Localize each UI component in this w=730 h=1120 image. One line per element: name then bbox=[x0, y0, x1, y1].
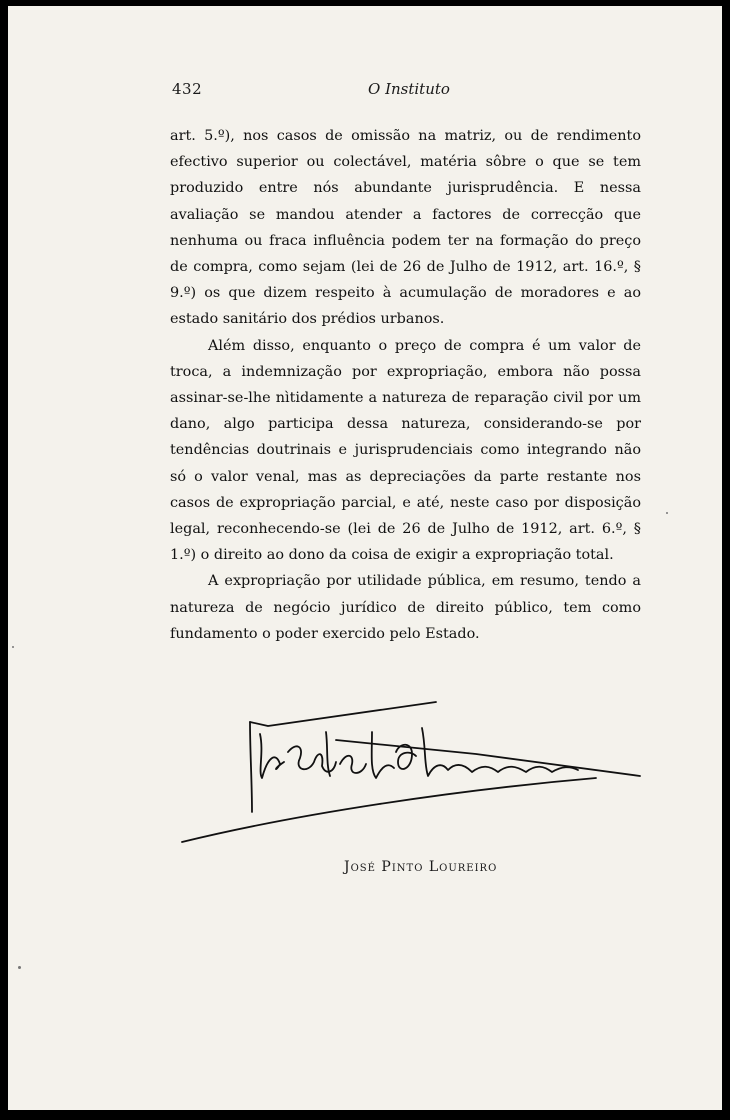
page-header bbox=[172, 80, 642, 104]
page-number: 432 bbox=[172, 80, 203, 98]
document-page bbox=[8, 6, 722, 1110]
author-name: José Pinto Loureiro bbox=[344, 859, 498, 875]
paragraph-1: art. 5.º), nos casos de omissão na matriz, ou de rendimento efectivo superior ou colectável, matéria sôbre o que se tem produzido entre nós abundante jurisprudência. E nessa avaliação se mandou atender a factores de correcção que nenhuma ou fraca influência podem ter na formação do preço de compra, como sejam (lei de 26 de Julho de 1912, art. 16.º, § 9.º) os que dizem respeito à acumulação de moradores e ao estado sanitário dos prédios urbanos. bbox=[170, 128, 641, 328]
paragraph-2: Além disso, enquanto o preço de compra é um valor de troca, a indemnização por expropriação, embora não possa assinar-se-lhe nìtidamente a natureza de reparação civil por um dano, algo participa dessa natureza, considerando-se por tendências doutrinais e jurisprudenciais como integrando não só o valor venal, mas as depreciações da parte restante nos casos de expropriação parcial, e até, neste caso por disposição legal, reconhecendo-se (lei de 26 de Julho de 1912, art. 6.º, § 1.º) o direito ao dono da coisa de exigir a expropriação total. bbox=[170, 337, 641, 564]
paper-speck bbox=[666, 512, 668, 514]
body-text bbox=[170, 123, 641, 647]
running-title: O Instituto bbox=[368, 80, 450, 98]
paragraph-3: A expropriação por utilidade pública, em resumo, tendo a natureza de negócio jurídico de direito público, tem como fundamento o poder exercido pelo Estado. bbox=[170, 573, 641, 642]
paper-speck bbox=[12, 646, 14, 648]
paper-speck bbox=[18, 966, 21, 969]
handwritten-signature bbox=[176, 692, 646, 846]
